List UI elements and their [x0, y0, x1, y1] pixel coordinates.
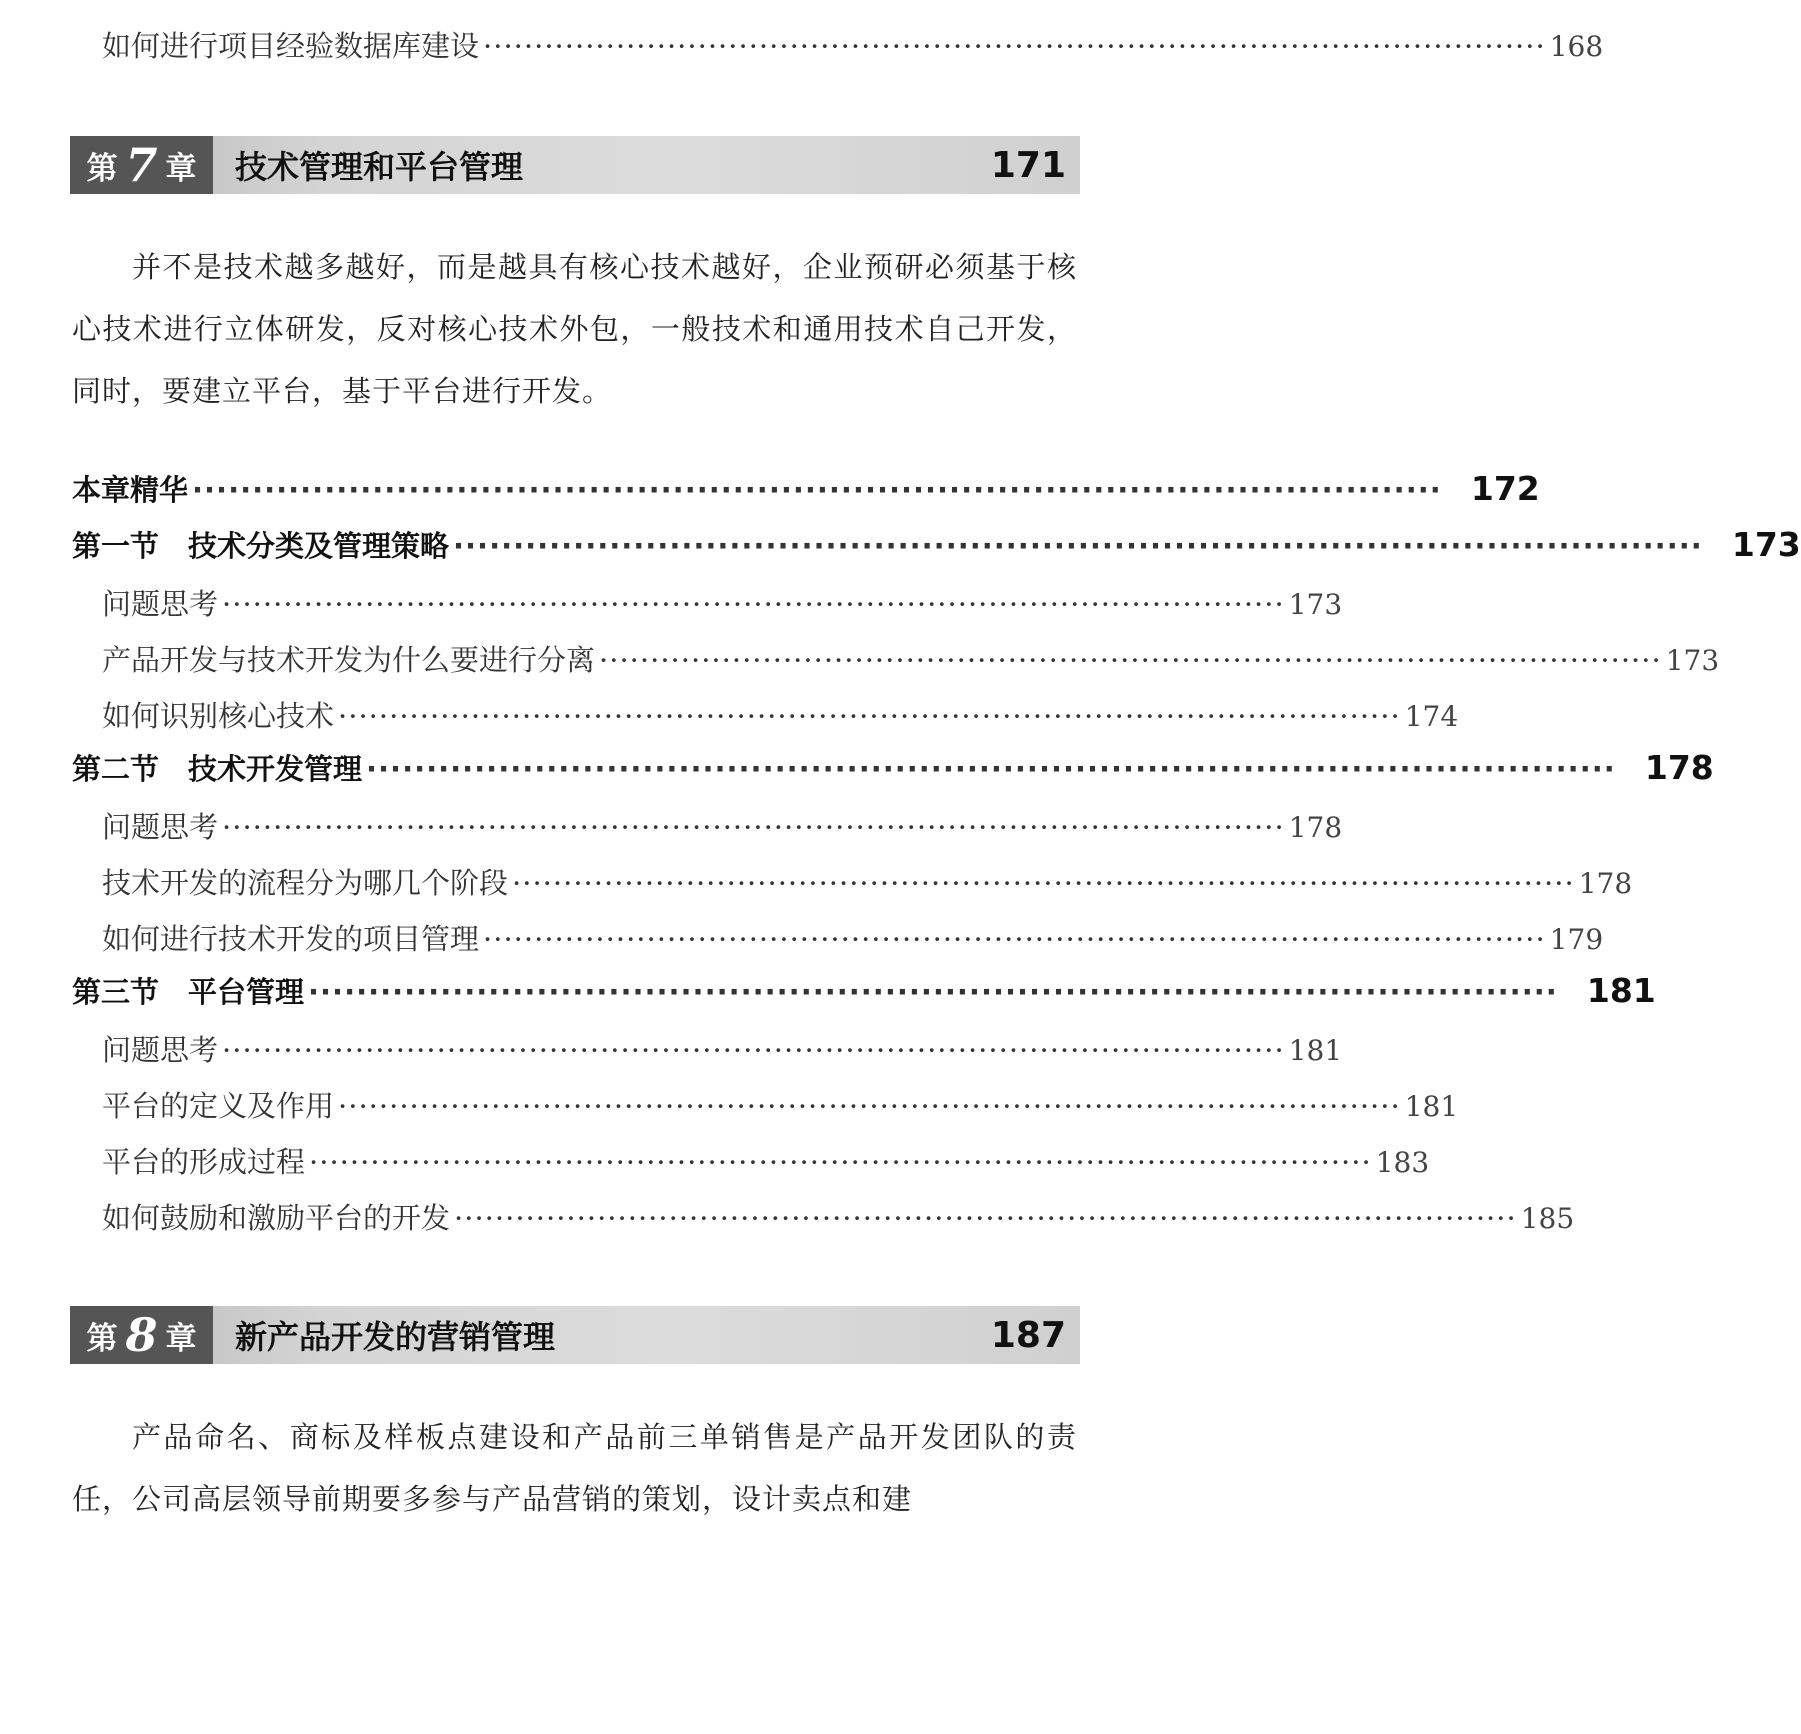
chapter-7-banner[interactable]	[70, 136, 1080, 194]
chapter-title: 技术管理和平台管理	[235, 148, 524, 186]
toc-entry-page: 178	[1578, 867, 1633, 900]
toc-entry-title: 如何识别核心技术	[102, 699, 335, 733]
toc-entry[interactable]	[102, 1084, 1459, 1125]
toc-entry[interactable]	[102, 917, 1604, 958]
leader-dots: ········································································································	[338, 699, 1401, 733]
chapter-page: 187	[990, 1314, 1066, 1356]
toc-entry-page: 185	[1520, 1202, 1575, 1235]
chapter-page: 171	[990, 144, 1066, 186]
leader-dots: ········································································································	[454, 1201, 1517, 1235]
toc-entry-page: 168	[1549, 30, 1604, 63]
toc-entry-title: 如何进行技术开发的项目管理	[102, 922, 480, 956]
chapter-number-tag	[70, 136, 213, 194]
toc-entry-title: 如何进行项目经验数据库建设	[102, 29, 480, 63]
toc-section-entry[interactable]	[72, 970, 1656, 1011]
toc-section-entry[interactable]	[72, 468, 1540, 509]
leader-dots: ········································································································	[222, 587, 1285, 621]
leader-dots: ········································································································	[338, 1089, 1401, 1123]
toc-entry[interactable]	[102, 582, 1343, 623]
chapter-8-banner[interactable]	[70, 1306, 1080, 1364]
toc-entry[interactable]	[102, 694, 1459, 735]
toc-entry-page: 178	[1288, 811, 1343, 844]
toc-entry[interactable]	[102, 24, 1604, 65]
leader-dots: ········································································································	[453, 529, 1703, 563]
leader-dots: ········································································································	[512, 866, 1575, 900]
toc-entry[interactable]	[102, 805, 1343, 846]
toc-entry-page: 173	[1288, 588, 1343, 621]
toc-entry-title: 本章精华	[72, 473, 189, 507]
chapter-7-intro: 并不是技术越多越好，而是越具有核心技术越好，企业预研必须基于核心技术进行立体研发，反对核心技术外包，一般技术和通用技术自己开发，同时，要建立平台，基于平台进行开发。	[72, 250, 1077, 408]
leader-dots: ········································································································	[308, 975, 1558, 1009]
toc-entry-page: 181	[1288, 1034, 1343, 1067]
toc-entry-title: 产品开发与技术开发为什么要进行分离	[102, 643, 596, 677]
toc-entry-page: 172	[1470, 469, 1540, 508]
toc-entry-title: 问题思考	[102, 1033, 219, 1067]
toc-entry-page: 181	[1586, 971, 1656, 1010]
chapter-title: 新产品开发的营销管理	[235, 1318, 556, 1356]
chapter-prefix: 第	[86, 1320, 118, 1357]
toc-entry-title: 第二节 技术开发管理	[72, 752, 363, 786]
chapter-number-tag	[70, 1306, 213, 1364]
toc-entry-page: 181	[1404, 1090, 1459, 1123]
toc-entry-page: 183	[1375, 1146, 1430, 1179]
toc-entry-title: 如何鼓励和激励平台的开发	[102, 1201, 451, 1235]
toc-entry-page: 179	[1549, 923, 1604, 956]
toc-entry-title: 问题思考	[102, 587, 219, 621]
toc-entry[interactable]	[102, 638, 1720, 679]
chapter-number: 8	[125, 1308, 158, 1362]
leader-dots: ········································································································	[483, 29, 1546, 63]
toc-entry-title: 第三节 平台管理	[72, 975, 305, 1009]
toc-section-entry[interactable]	[72, 524, 1801, 565]
toc-entry-page: 173	[1731, 525, 1801, 564]
toc-entry-title: 平台的形成过程	[102, 1145, 306, 1179]
chapter-suffix: 章	[165, 150, 197, 187]
leader-dots: ········································································································	[366, 752, 1616, 786]
toc-entry-title: 第一节 技术分类及管理策略	[72, 529, 450, 563]
toc-entry-page: 174	[1404, 700, 1459, 733]
leader-dots: ········································································································	[599, 643, 1662, 677]
toc-entry[interactable]	[102, 1140, 1430, 1181]
toc-entry-page: 178	[1644, 748, 1714, 787]
leader-dots: ········································································································	[222, 1033, 1285, 1067]
toc-entry[interactable]	[102, 861, 1633, 902]
leader-dots: ········································································································	[222, 810, 1285, 844]
leader-dots: ········································································································	[192, 473, 1442, 507]
toc-entry[interactable]	[102, 1196, 1575, 1237]
toc-entry-page: 173	[1665, 644, 1720, 677]
chapter-number: 7	[125, 138, 158, 192]
chapter-suffix: 章	[165, 1320, 197, 1357]
leader-dots: ········································································································	[483, 922, 1546, 956]
leader-dots: ········································································································	[309, 1145, 1372, 1179]
toc-entry-title: 问题思考	[102, 810, 219, 844]
chapter-prefix: 第	[86, 150, 118, 187]
toc-entry-title: 平台的定义及作用	[102, 1089, 335, 1123]
toc-entry[interactable]	[102, 1028, 1343, 1069]
toc-section-entry[interactable]	[72, 747, 1714, 788]
toc-entry-title: 技术开发的流程分为哪几个阶段	[102, 866, 509, 900]
chapter-8-intro: 产品命名、商标及样板点建设和产品前三单销售是产品开发团队的责任，公司高层领导前期要多参与产品营销的策划，设计卖点和建	[72, 1420, 1077, 1516]
